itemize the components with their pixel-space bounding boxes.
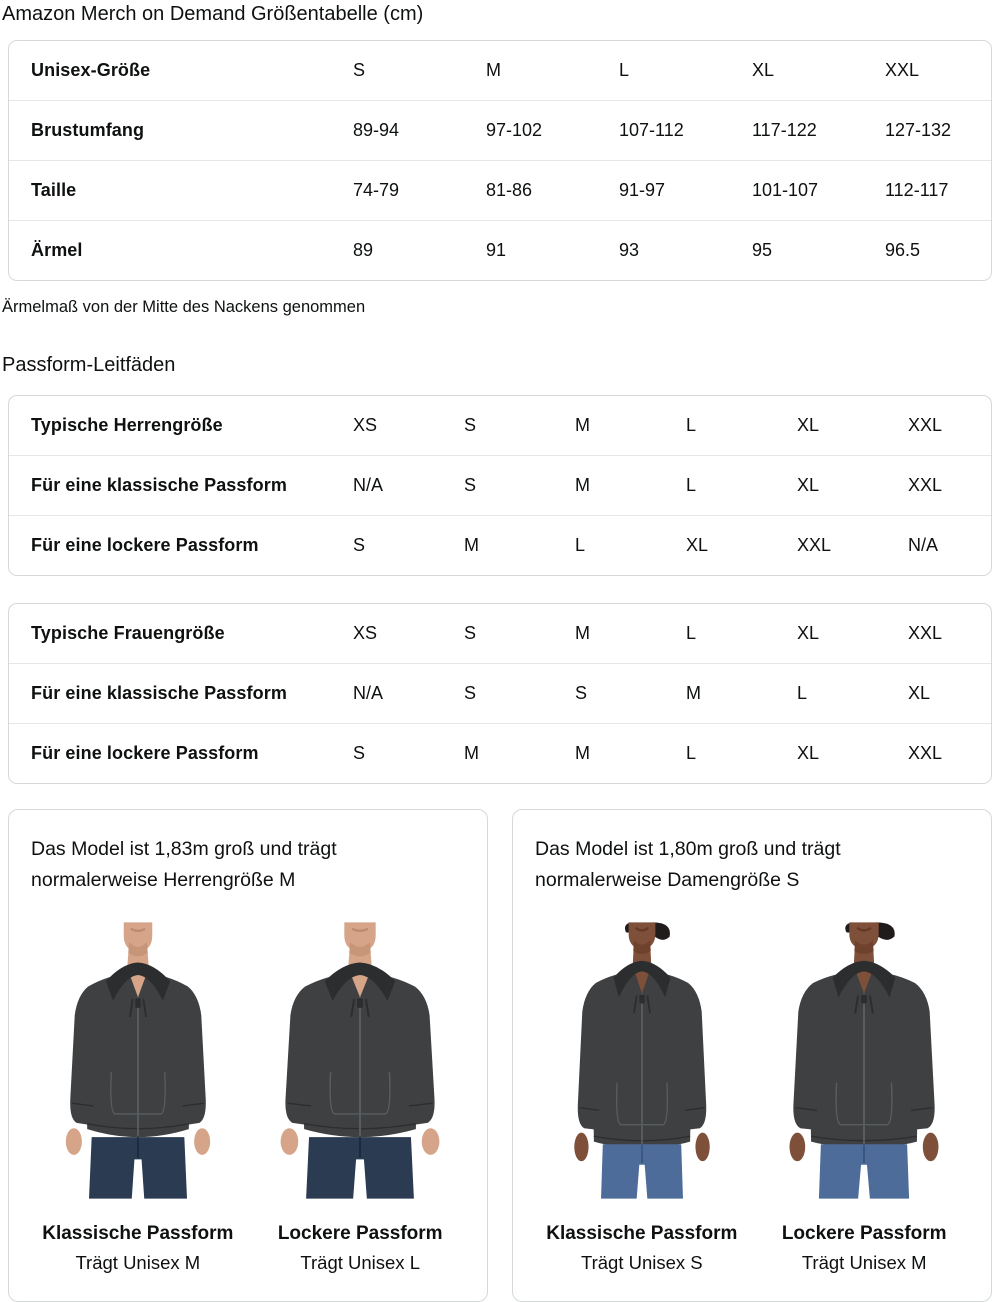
table-row: [9, 723, 991, 783]
table-row: [9, 455, 991, 515]
table-cell: M: [686, 683, 701, 703]
fit-guide-table-women: [8, 603, 992, 784]
table-cell: XXL: [885, 60, 920, 80]
table-cell: L: [686, 743, 697, 763]
table-cell: L: [686, 475, 697, 495]
table-cell: 112-117: [885, 180, 949, 200]
table-cell: 93: [619, 240, 640, 260]
table-cell: XL: [908, 683, 931, 703]
model-photo-loose-fit: [262, 908, 458, 1213]
fit-caption: Lockere Passform: [277, 1223, 443, 1244]
table-cell: M: [575, 475, 590, 495]
table-cell: XS: [353, 623, 378, 643]
table-cell: 89-94: [353, 120, 400, 140]
table-cell: S: [464, 475, 477, 495]
table-cell: L: [686, 623, 697, 643]
table-cell: XXL: [908, 623, 943, 643]
table-cell: XXL: [908, 415, 943, 435]
table-cell: M: [575, 743, 590, 763]
table-cell: 97-102: [486, 120, 543, 140]
table-cell: 107-112: [619, 120, 684, 140]
photo-column-loose: [253, 908, 467, 1274]
photo-column-classic: [31, 908, 245, 1274]
row-label: Typische Herrengröße: [31, 415, 223, 435]
table-cell: M: [575, 623, 590, 643]
page-title: Amazon Merch on Demand Größentabelle (cm): [2, 3, 424, 25]
row-label: Brustumfang: [31, 120, 145, 140]
row-label: Ärmel: [31, 240, 83, 260]
fit-caption: Klassische Passform: [42, 1223, 234, 1244]
sleeve-measure-footnote: Ärmelmaß von der Mitte des Nackens genommen: [2, 298, 366, 316]
model-photo-loose-fit: [766, 908, 962, 1213]
male-model-illustration: [252, 908, 468, 1213]
size-caption: Trägt Unisex M: [801, 1252, 927, 1273]
table-cell: 91: [486, 240, 507, 260]
model-photo-classic-fit: [544, 908, 740, 1213]
table-cell: 127-132: [885, 120, 952, 140]
table-cell: XL: [797, 415, 820, 435]
size-caption: Trägt Unisex M: [75, 1252, 201, 1273]
photo-column-loose: [757, 908, 971, 1274]
table-row: [9, 663, 991, 723]
table-cell: S: [353, 60, 366, 80]
fit-caption: Klassische Passform: [546, 1223, 738, 1244]
model-photos: [31, 908, 467, 1274]
table-row: [9, 396, 991, 455]
model-description: Das Model ist 1,83m groß und trägt normalerweise Herrengröße M: [31, 838, 337, 891]
size-caption: Trägt Unisex L: [300, 1252, 420, 1273]
table-row: [9, 100, 991, 160]
table-cell: XL: [686, 535, 709, 555]
table-cell: XL: [797, 623, 820, 643]
table-cell: XL: [752, 60, 775, 80]
table-cell: M: [575, 415, 590, 435]
table-cell: XS: [353, 415, 378, 435]
table-cell: XXL: [797, 535, 832, 555]
table-cell: S: [464, 683, 477, 703]
table-cell: S: [464, 415, 477, 435]
female-model-illustration: [756, 908, 972, 1213]
table-cell: 89: [353, 240, 374, 260]
table-cell: N/A: [908, 535, 939, 555]
table-cell: XL: [797, 475, 820, 495]
row-label: Unisex-Größe: [31, 60, 151, 80]
female-model-illustration: [544, 908, 740, 1213]
table-cell: S: [575, 683, 588, 703]
model-card-women: [512, 809, 992, 1302]
model-description: Das Model ist 1,80m groß und trägt normalerweise Damengröße S: [535, 838, 841, 891]
row-label: Für eine klassische Passform: [31, 683, 287, 703]
fit-caption: Lockere Passform: [781, 1223, 947, 1244]
table-cell: 96.5: [885, 240, 921, 260]
table-cell: S: [464, 623, 477, 643]
fit-guide-table-men: [8, 395, 992, 576]
table-cell: L: [575, 535, 586, 555]
table-cell: XXL: [908, 475, 943, 495]
table-cell: 101-107: [752, 180, 819, 200]
size-caption: Trägt Unisex S: [580, 1252, 703, 1273]
row-label: Taille: [31, 180, 77, 200]
table-row: [9, 41, 991, 100]
table-cell: 117-122: [752, 120, 817, 140]
table-cell: 81-86: [486, 180, 533, 200]
table-cell: 91-97: [619, 180, 666, 200]
row-label: Für eine lockere Passform: [31, 743, 259, 763]
table-cell: L: [686, 415, 697, 435]
model-photos: [535, 908, 971, 1274]
table-cell: L: [797, 683, 808, 703]
table-row: [9, 515, 991, 575]
table-cell: M: [464, 535, 479, 555]
table-row: [9, 220, 991, 280]
table-cell: N/A: [353, 475, 384, 495]
fit-guides-heading: Passform-Leitfäden: [2, 354, 176, 376]
male-model-illustration: [40, 908, 236, 1213]
row-label: Für eine lockere Passform: [31, 535, 259, 555]
model-photo-classic-fit: [40, 908, 236, 1213]
table-row: [9, 160, 991, 220]
table-cell: M: [486, 60, 501, 80]
table-cell: XXL: [908, 743, 943, 763]
table-cell: 95: [752, 240, 773, 260]
row-label: Für eine klassische Passform: [31, 475, 287, 495]
table-cell: S: [353, 743, 366, 763]
model-cards: [8, 809, 992, 1302]
table-cell: 74-79: [353, 180, 400, 200]
table-cell: N/A: [353, 683, 384, 703]
size-table: [8, 40, 992, 281]
table-cell: M: [464, 743, 479, 763]
row-label: Typische Frauengröße: [31, 623, 225, 643]
table-cell: S: [353, 535, 366, 555]
table-cell: L: [619, 60, 630, 80]
table-cell: XL: [797, 743, 820, 763]
model-card-men: [8, 809, 488, 1302]
photo-column-classic: [535, 908, 749, 1274]
table-row: [9, 604, 991, 663]
